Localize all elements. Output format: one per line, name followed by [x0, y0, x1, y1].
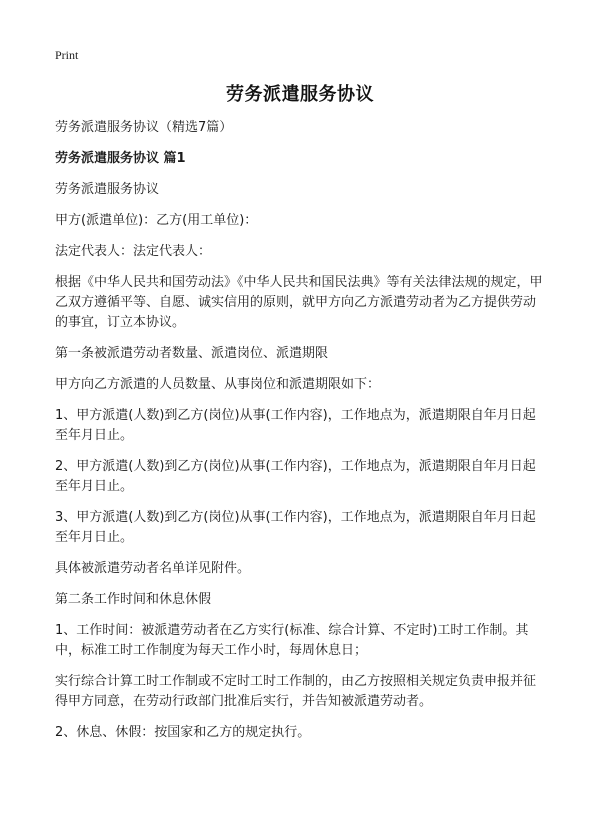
paragraph: 具体被派遣劳动者名单详见附件。: [55, 561, 251, 576]
paragraph: 根据《中华人民共和国劳动法》《中华人民共和国民法典》等有关法律法规的规定，甲乙双方遵循平等、自愿、诚实信用的原则，就甲方向乙方派遣劳动者为乙方提供劳动的事宜，订立本协议。: [55, 275, 543, 330]
paragraph: 2、甲方派遣(人数)到乙方(岗位)从事(工作内容)，工作地点为，派遣期限自年月日起至年月日止。: [55, 459, 536, 494]
document-body: [55, 118, 545, 754]
paragraph: 实行综合计算工时工作制或不定时工时工作制的，由乙方按照相关规定负责申报并征得甲方同意，在劳动行政部门批准后实行，并告知被派遣劳动者。: [55, 674, 537, 709]
paragraph: 1、工作时间：被派遣劳动者在乙方实行(标准、综合计算、不定时)工时工作制。其中，标准工时工作制度为每天工作小时，每周休息日；: [55, 623, 529, 658]
paragraph: 劳务派遣服务协议: [55, 182, 160, 197]
paragraph: 第一条被派遣劳动者数量、派遣岗位、派遣期限: [55, 346, 329, 361]
paragraph: 2、休息、休假：按国家和乙方的规定执行。: [55, 725, 311, 740]
paragraph: 3、甲方派遣(人数)到乙方(岗位)从事(工作内容)，工作地点为，派遣期限自年月日起至年月日止。: [55, 510, 536, 545]
document-subtitle: 劳务派遣服务协议（精选7篇）: [55, 120, 233, 135]
paragraph: 1、甲方派遣(人数)到乙方(岗位)从事(工作内容)，工作地点为，派遣期限自年月日起至年月日止。: [55, 408, 536, 443]
paragraph: 法定代表人：法定代表人：: [55, 244, 212, 259]
print-link[interactable]: Print: [55, 48, 79, 62]
section-heading: 劳务派遣服务协议 篇1: [55, 151, 186, 166]
document-title: 劳务派遣服务协议: [226, 84, 374, 105]
paragraph: 甲方(派遣单位)：乙方(用工单位)：: [55, 213, 258, 228]
paragraph: 甲方向乙方派遣的人员数量、从事岗位和派遣期限如下：: [55, 377, 381, 392]
paragraph: 第二条工作时间和休息休假: [55, 592, 212, 607]
